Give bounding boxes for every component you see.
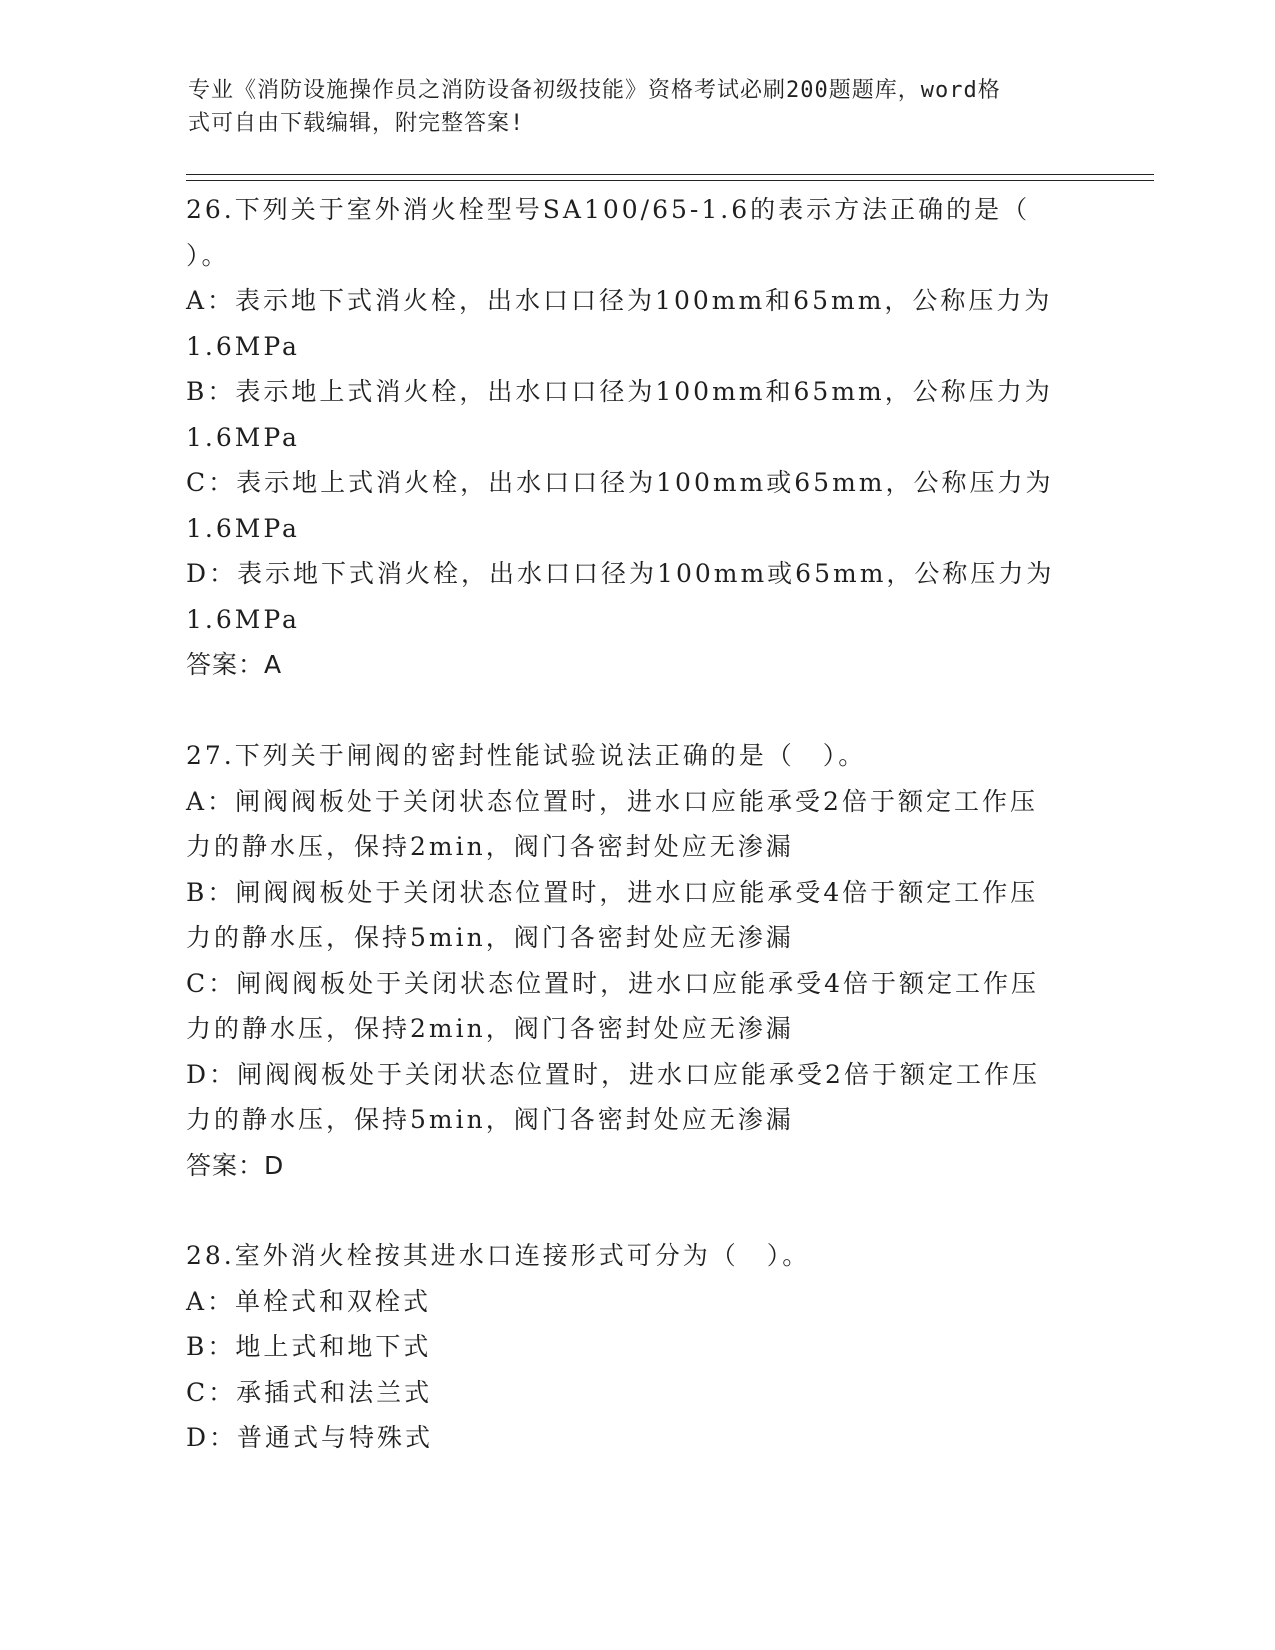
header-line-1: 专业《消防设施操作员之消防设备初级技能》资格考试必刷200题题库，word格 — [188, 78, 1001, 103]
option-b: B：地上式和地下式 — [186, 1332, 432, 1361]
question-stem: 27.下列关于闸阀的密封性能试验说法正确的是（ ）。 — [186, 741, 867, 770]
header-divider-top — [186, 174, 1154, 175]
question-stem: 26.下列关于室外消火栓型号SA100/65-1.6的表示方法正确的是（ — [186, 195, 1031, 224]
option-d-cont: 力的静水压，保持5min，阀门各密封处应无渗漏 — [186, 1105, 794, 1134]
option-b-cont: 力的静水压，保持5min，阀门各密封处应无渗漏 — [186, 923, 794, 952]
option-a: A：单栓式和双栓式 — [186, 1286, 432, 1316]
question-26 — [186, 187, 1086, 688]
question-27 — [186, 733, 1086, 1188]
option-a: A：表示地下式消火栓，出水口口径为100mm和65mm，公称压力为 — [186, 286, 1053, 315]
question-stem: 28.室外消火栓按其进水口连接形式可分为（ ）。 — [186, 1241, 811, 1270]
option-a-cont: 力的静水压，保持2min，阀门各密封处应无渗漏 — [186, 832, 794, 861]
option-d: D：表示地下式消火栓，出水口口径为100mm或65mm，公称压力为 — [186, 559, 1055, 588]
option-b: B：表示地上式消火栓，出水口口径为100mm和65mm，公称压力为 — [186, 377, 1053, 406]
option-c-cont: 力的静水压，保持2min，阀门各密封处应无渗漏 — [186, 1014, 794, 1043]
option-a: A：闸阀阀板处于关闭状态位置时，进水口应能承受2倍于额定工作压 — [186, 786, 1038, 816]
header-line-2: 式可自由下载编辑，附完整答案! — [188, 111, 525, 136]
option-b-cont: 1.6MPa — [186, 422, 300, 452]
question-stem-cont: ）。 — [186, 240, 230, 270]
option-c: C：闸阀阀板处于关闭状态位置时，进水口应能承受4倍于额定工作压 — [186, 968, 1040, 998]
option-d: D：闸阀阀板处于关闭状态位置时，进水口应能承受2倍于额定工作压 — [186, 1059, 1040, 1089]
option-b: B：闸阀阀板处于关闭状态位置时，进水口应能承受4倍于额定工作压 — [186, 877, 1039, 907]
option-c: C：承插式和法兰式 — [186, 1377, 433, 1407]
question-28 — [186, 1233, 1086, 1461]
answer-label: 答案：D — [186, 1150, 285, 1180]
option-d-cont: 1.6MPa — [186, 604, 300, 634]
option-c-cont: 1.6MPa — [186, 513, 300, 543]
option-d: D：普通式与特殊式 — [186, 1423, 434, 1452]
option-a-cont: 1.6MPa — [186, 331, 300, 361]
header-divider-bottom — [186, 180, 1154, 181]
answer-label: 答案：A — [186, 650, 283, 679]
option-c: C：表示地上式消火栓，出水口口径为100mm或65mm，公称压力为 — [186, 468, 1054, 497]
document-header — [188, 74, 1088, 140]
